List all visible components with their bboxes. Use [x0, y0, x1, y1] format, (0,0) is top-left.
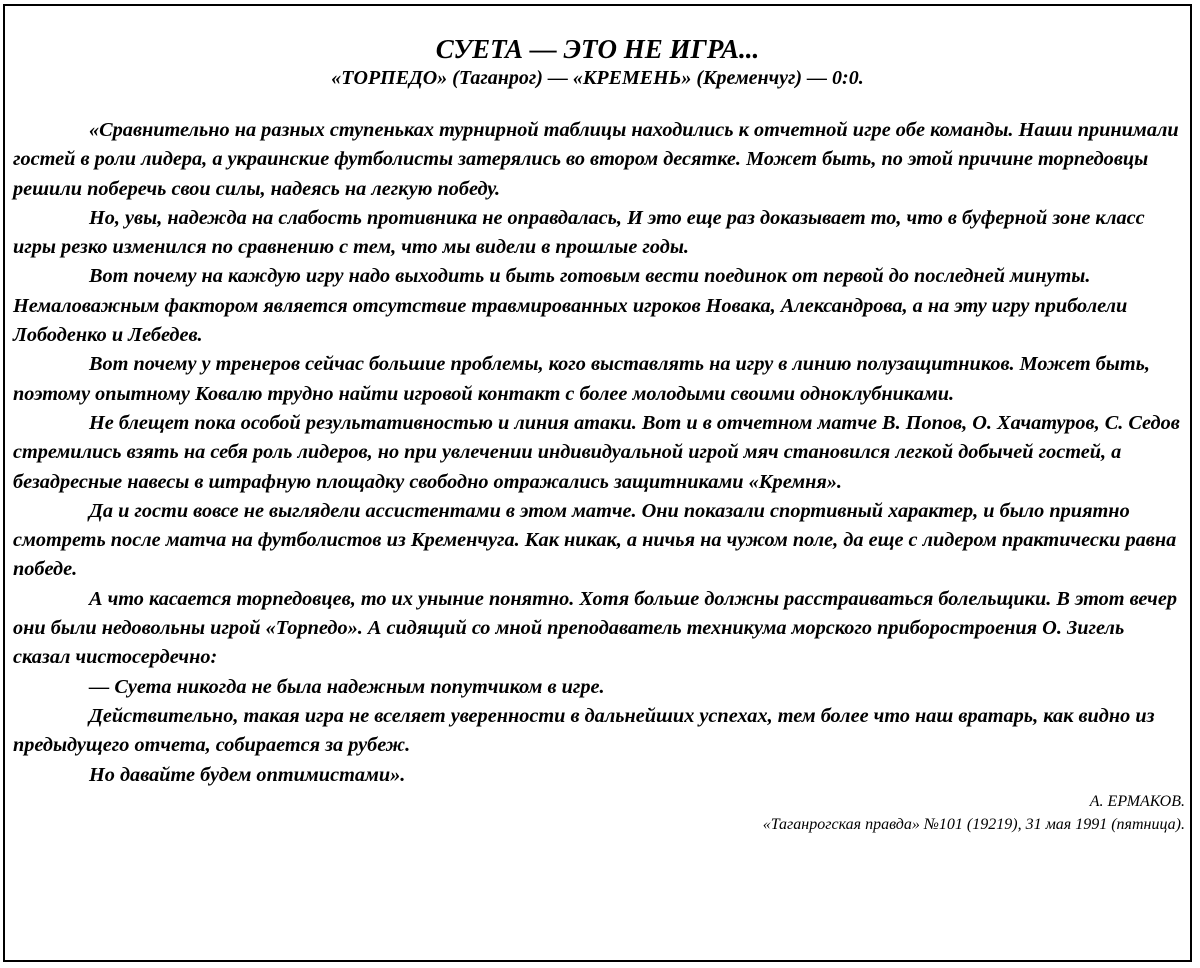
paragraph: Вот почему у тренеров сейчас большие проблемы, кого выставлять на игру в линию полузащитников. Может быть, поэтому опытному Ковалю трудно найти игровой контакт с более молодыми своими одноклубниками.	[13, 353, 1150, 405]
paragraph: Не блещет пока особой результативностью и линия атаки. Вот и в отчетном матче В. Попов, О. Хачатуров, С. Седов стремились взять на себя роль лидеров, но при увлечении индивидуальной игрой мяч становился легкой добычей гостей, а безадресные навесы в штрафную площадку свободно отражались защитниками «Кремня».	[13, 411, 1180, 493]
paragraph: Но давайте будем оптимистами».	[89, 763, 406, 786]
paragraph: Вот почему на каждую игру надо выходить и быть готовым вести поединок от первой до последней минуты. Немаловажным фактором является отсутствие травмированных игроков Новака, Александрова, а на эту игру приболели Лободенко и Лебедев.	[13, 265, 1128, 347]
source-citation: «Таганрогская правда» №101 (19219), 31 мая 1991 (пятница).	[762, 815, 1185, 833]
article-title: СУЕТА — ЭТО НЕ ИГРА...	[435, 34, 760, 64]
paragraph: «Сравнительно на разных ступеньках турнирной таблицы находились к отчетной игре обе команды. Наши принимали гостей в роли лидера, а украинские футболисты затерялись во втором десятке. Может быть, по этой причине торпедовцы решили поберечь свои силы, надеясь на легкую победу.	[13, 119, 1179, 200]
paragraph: — Суета никогда не была надежным попутчиком в игре.	[89, 675, 605, 698]
article-frame	[3, 4, 1192, 962]
article-body	[5, 116, 1190, 790]
paragraph: А что касается торпедовцев, то их уныние понятно. Хотя больше должны расстраиваться болельщики. В этот вечер они были недовольны игрой «Торпедо». А сидящий со мной преподаватель техникума морского приборостроения О. Зигель сказал чистосердечно:	[13, 587, 1177, 669]
match-score-subtitle: «ТОРПЕДО» (Таганрог) — «КРЕМЕНЬ» (Кременчуг) — 0:0.	[331, 67, 864, 89]
paragraph: Да и гости вовсе не выглядели ассистентами в этом матче. Они показали спортивный характер, и было приятно смотреть после матча на футболистов из Кременчуга. Как никак, а ничья на чужом поле, да еще с лидером практически равна победе.	[13, 499, 1177, 581]
author-signature: А. ЕРМАКОВ.	[1089, 792, 1185, 810]
paragraph: Действительно, такая игра не вселяет уверенности в дальнейших успехах, тем более что наш вратарь, как видно из предыдущего отчета, собирается за рубеж.	[13, 704, 1155, 757]
paragraph: Но, увы, надежда на слабость противника не оправдалась, И это еще раз доказывает то, что в буферной зоне класс игры резко изменился по сравнению с тем, что мы видели в прошлые годы.	[13, 206, 1145, 259]
